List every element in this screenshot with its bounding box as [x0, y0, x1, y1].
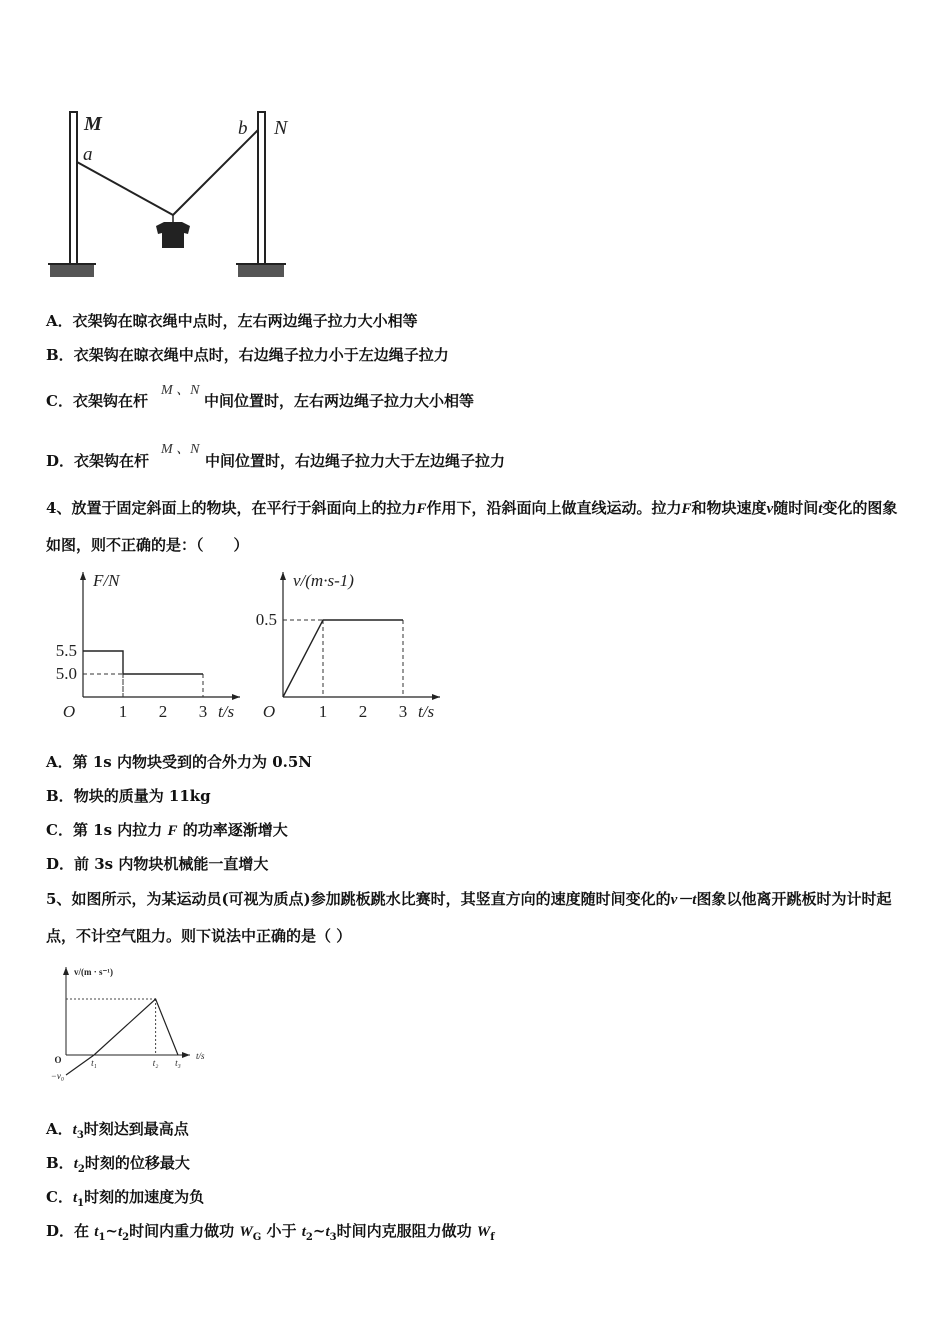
option-var: F	[167, 823, 178, 839]
option-text: ~	[105, 1222, 118, 1240]
force-time-chart	[40, 560, 260, 730]
q4-option-b	[46, 786, 211, 806]
option-text: 时刻达到最高点	[83, 1120, 189, 1138]
x-axis-arrow-icon	[432, 694, 440, 700]
q5-text: 图象以他离开跳板时为计时起点，不计空气阻力。则下说法中正确的是（ ）	[46, 890, 892, 945]
option-var: t	[117, 1224, 123, 1240]
option-text: 时间内克服阻力做功	[336, 1222, 472, 1240]
option-text: 第 1s 内拉力	[72, 821, 163, 839]
option-text: 衣架钩在晾衣绳中点时，左右两边绳子拉力大小相等	[72, 312, 418, 330]
option-letter: D．	[46, 452, 75, 470]
pole-n	[258, 112, 265, 264]
y-tick-label: 5.0	[55, 664, 77, 683]
option-letter: B．	[46, 1154, 74, 1172]
q5-text: 如图所示，为某运动员(可视为质点)参加跳板跳水比赛时，其竖直方向的速度随时间变化的	[71, 890, 671, 908]
y-tick-label: 5.5	[55, 641, 77, 660]
q5-var: v－t	[670, 892, 697, 908]
series-line	[283, 620, 403, 697]
y-axis-label: v/(m·s-1)	[293, 571, 354, 590]
option-sub: 3	[329, 1232, 337, 1243]
q3-option-b	[46, 345, 449, 365]
option-letter: B．	[46, 787, 74, 805]
option-var: t	[72, 1122, 77, 1138]
y-neg-label: −v₀	[50, 1071, 64, 1081]
option-var: t	[94, 1224, 99, 1240]
option-text: 在	[74, 1222, 90, 1240]
q3-option-a	[46, 311, 418, 331]
option-sub: 2	[77, 1164, 85, 1175]
option-text: 衣架钩在杆	[72, 392, 148, 410]
q5-option-d	[46, 1221, 495, 1248]
x-tick-label: 1	[118, 702, 128, 721]
x-axis-label: t/s	[218, 702, 235, 721]
velocity-time-chart	[255, 560, 462, 730]
q4-option-a	[46, 752, 312, 772]
q4-text: 变化的图象如图，则不正确的是：（ ）	[46, 499, 898, 554]
origin-label: O	[54, 1055, 62, 1065]
origin-label: O	[62, 702, 76, 721]
option-letter: C．	[46, 821, 73, 839]
y-axis-label: v/(m · s⁻¹)	[74, 967, 113, 977]
x-tick-label: 3	[198, 702, 208, 721]
pole-m	[70, 112, 77, 264]
option-letter: A．	[46, 753, 73, 771]
option-var: t	[325, 1224, 330, 1240]
q3-option-d-mn: M 、N	[161, 442, 200, 457]
option-text: ~	[312, 1222, 326, 1240]
option-sub: 2	[305, 1232, 313, 1243]
option-sub: G	[252, 1232, 262, 1243]
q4-number: 4、	[46, 499, 72, 517]
label-a: a	[83, 144, 93, 165]
rope-left	[77, 162, 173, 215]
x-tick-label: t₃	[175, 1058, 181, 1068]
option-text: 中间位置时，左右两边绳子拉力大小相等	[203, 392, 474, 410]
option-var: t	[72, 1190, 78, 1206]
ground-right	[236, 264, 286, 277]
q4-var: v	[766, 501, 774, 517]
q5-stem	[46, 881, 911, 954]
q4-var: t	[818, 501, 823, 517]
q3-option-c-mn: M 、N	[161, 383, 200, 398]
q3-option-c	[46, 391, 474, 411]
option-letter: C．	[46, 392, 73, 410]
option-text: 衣架钩在晾衣绳中点时，右边绳子拉力小于左边绳子拉力	[73, 346, 449, 364]
label-m: M	[84, 113, 102, 135]
option-var: t	[73, 1156, 78, 1172]
option-sub: 2	[122, 1232, 130, 1243]
option-letter: C．	[46, 1188, 73, 1206]
q4-var: F	[416, 501, 427, 517]
option-text: 时刻的位移最大	[84, 1154, 190, 1172]
q4-text: 和物块速度	[691, 499, 767, 517]
option-text: 小于	[266, 1222, 297, 1240]
option-var: W	[239, 1224, 253, 1240]
option-text: 时刻的加速度为负	[84, 1188, 205, 1206]
option-var: t	[301, 1224, 306, 1240]
y-axis-arrow-icon	[280, 572, 286, 580]
q5-option-b	[46, 1153, 190, 1180]
q5-option-c	[46, 1187, 204, 1214]
option-sub: 1	[77, 1198, 85, 1209]
y-axis-label: F/N	[93, 571, 120, 590]
option-text: 的功率逐渐增大	[182, 821, 288, 839]
origin-label: O	[262, 702, 276, 721]
x-tick-label: t₂	[152, 1058, 159, 1068]
q3-option-d	[46, 451, 505, 471]
y-axis-arrow-icon	[80, 572, 86, 580]
label-n: N	[274, 117, 288, 139]
x-tick-label: 3	[398, 702, 408, 721]
series-line	[83, 651, 203, 674]
series-line	[66, 999, 178, 1075]
diver-velocity-chart	[40, 955, 220, 1090]
q4-option-d	[46, 854, 268, 874]
option-sub: f	[490, 1232, 495, 1243]
y-tick-label: 0.5	[255, 610, 277, 629]
x-tick-label: 2	[158, 702, 168, 721]
x-axis-arrow-icon	[182, 1052, 190, 1058]
q4-text: 放置于固定斜面上的物块，在平行于斜面向上的拉力	[71, 499, 417, 517]
x-axis-label: t/s	[196, 1051, 205, 1061]
q4-text: 随时间	[773, 499, 819, 517]
option-var: W	[476, 1224, 491, 1240]
option-letter: D．	[46, 1222, 75, 1240]
x-tick-label: 2	[358, 702, 368, 721]
q5-option-a	[46, 1119, 189, 1146]
option-text: 时间内重力做功	[129, 1222, 235, 1240]
rope-right	[173, 130, 258, 215]
option-text: 中间位置时，右边绳子拉力大于左边绳子拉力	[205, 452, 506, 470]
q4-stem	[46, 490, 911, 563]
option-text: 物块的质量为 11kg	[73, 787, 211, 805]
q4-text: 作用下，沿斜面向上做直线运动。拉力	[426, 499, 682, 517]
x-tick-label: 1	[318, 702, 328, 721]
x-axis-label: t/s	[418, 702, 435, 721]
option-text: 第 1s 内物块受到的合外力为 0.5N	[72, 753, 312, 771]
q4-option-c	[46, 820, 288, 841]
q4-var: F	[681, 501, 692, 517]
shirt-icon	[156, 215, 190, 248]
label-b: b	[238, 118, 248, 139]
option-text: 前 3s 内物块机械能一直增大	[74, 855, 269, 873]
clothesline-figure	[40, 100, 310, 285]
q5-number: 5、	[46, 890, 72, 908]
option-sub: 1	[98, 1232, 106, 1243]
option-sub: 3	[76, 1130, 84, 1141]
option-letter: D．	[46, 855, 75, 873]
option-letter: A．	[46, 312, 73, 330]
option-text: 衣架钩在杆	[74, 452, 150, 470]
option-letter: A．	[46, 1120, 73, 1138]
option-letter: B．	[46, 346, 74, 364]
y-axis-arrow-icon	[63, 967, 69, 975]
ground-left	[48, 264, 96, 277]
x-axis-arrow-icon	[232, 694, 240, 700]
x-tick-label: t₁	[91, 1058, 97, 1068]
